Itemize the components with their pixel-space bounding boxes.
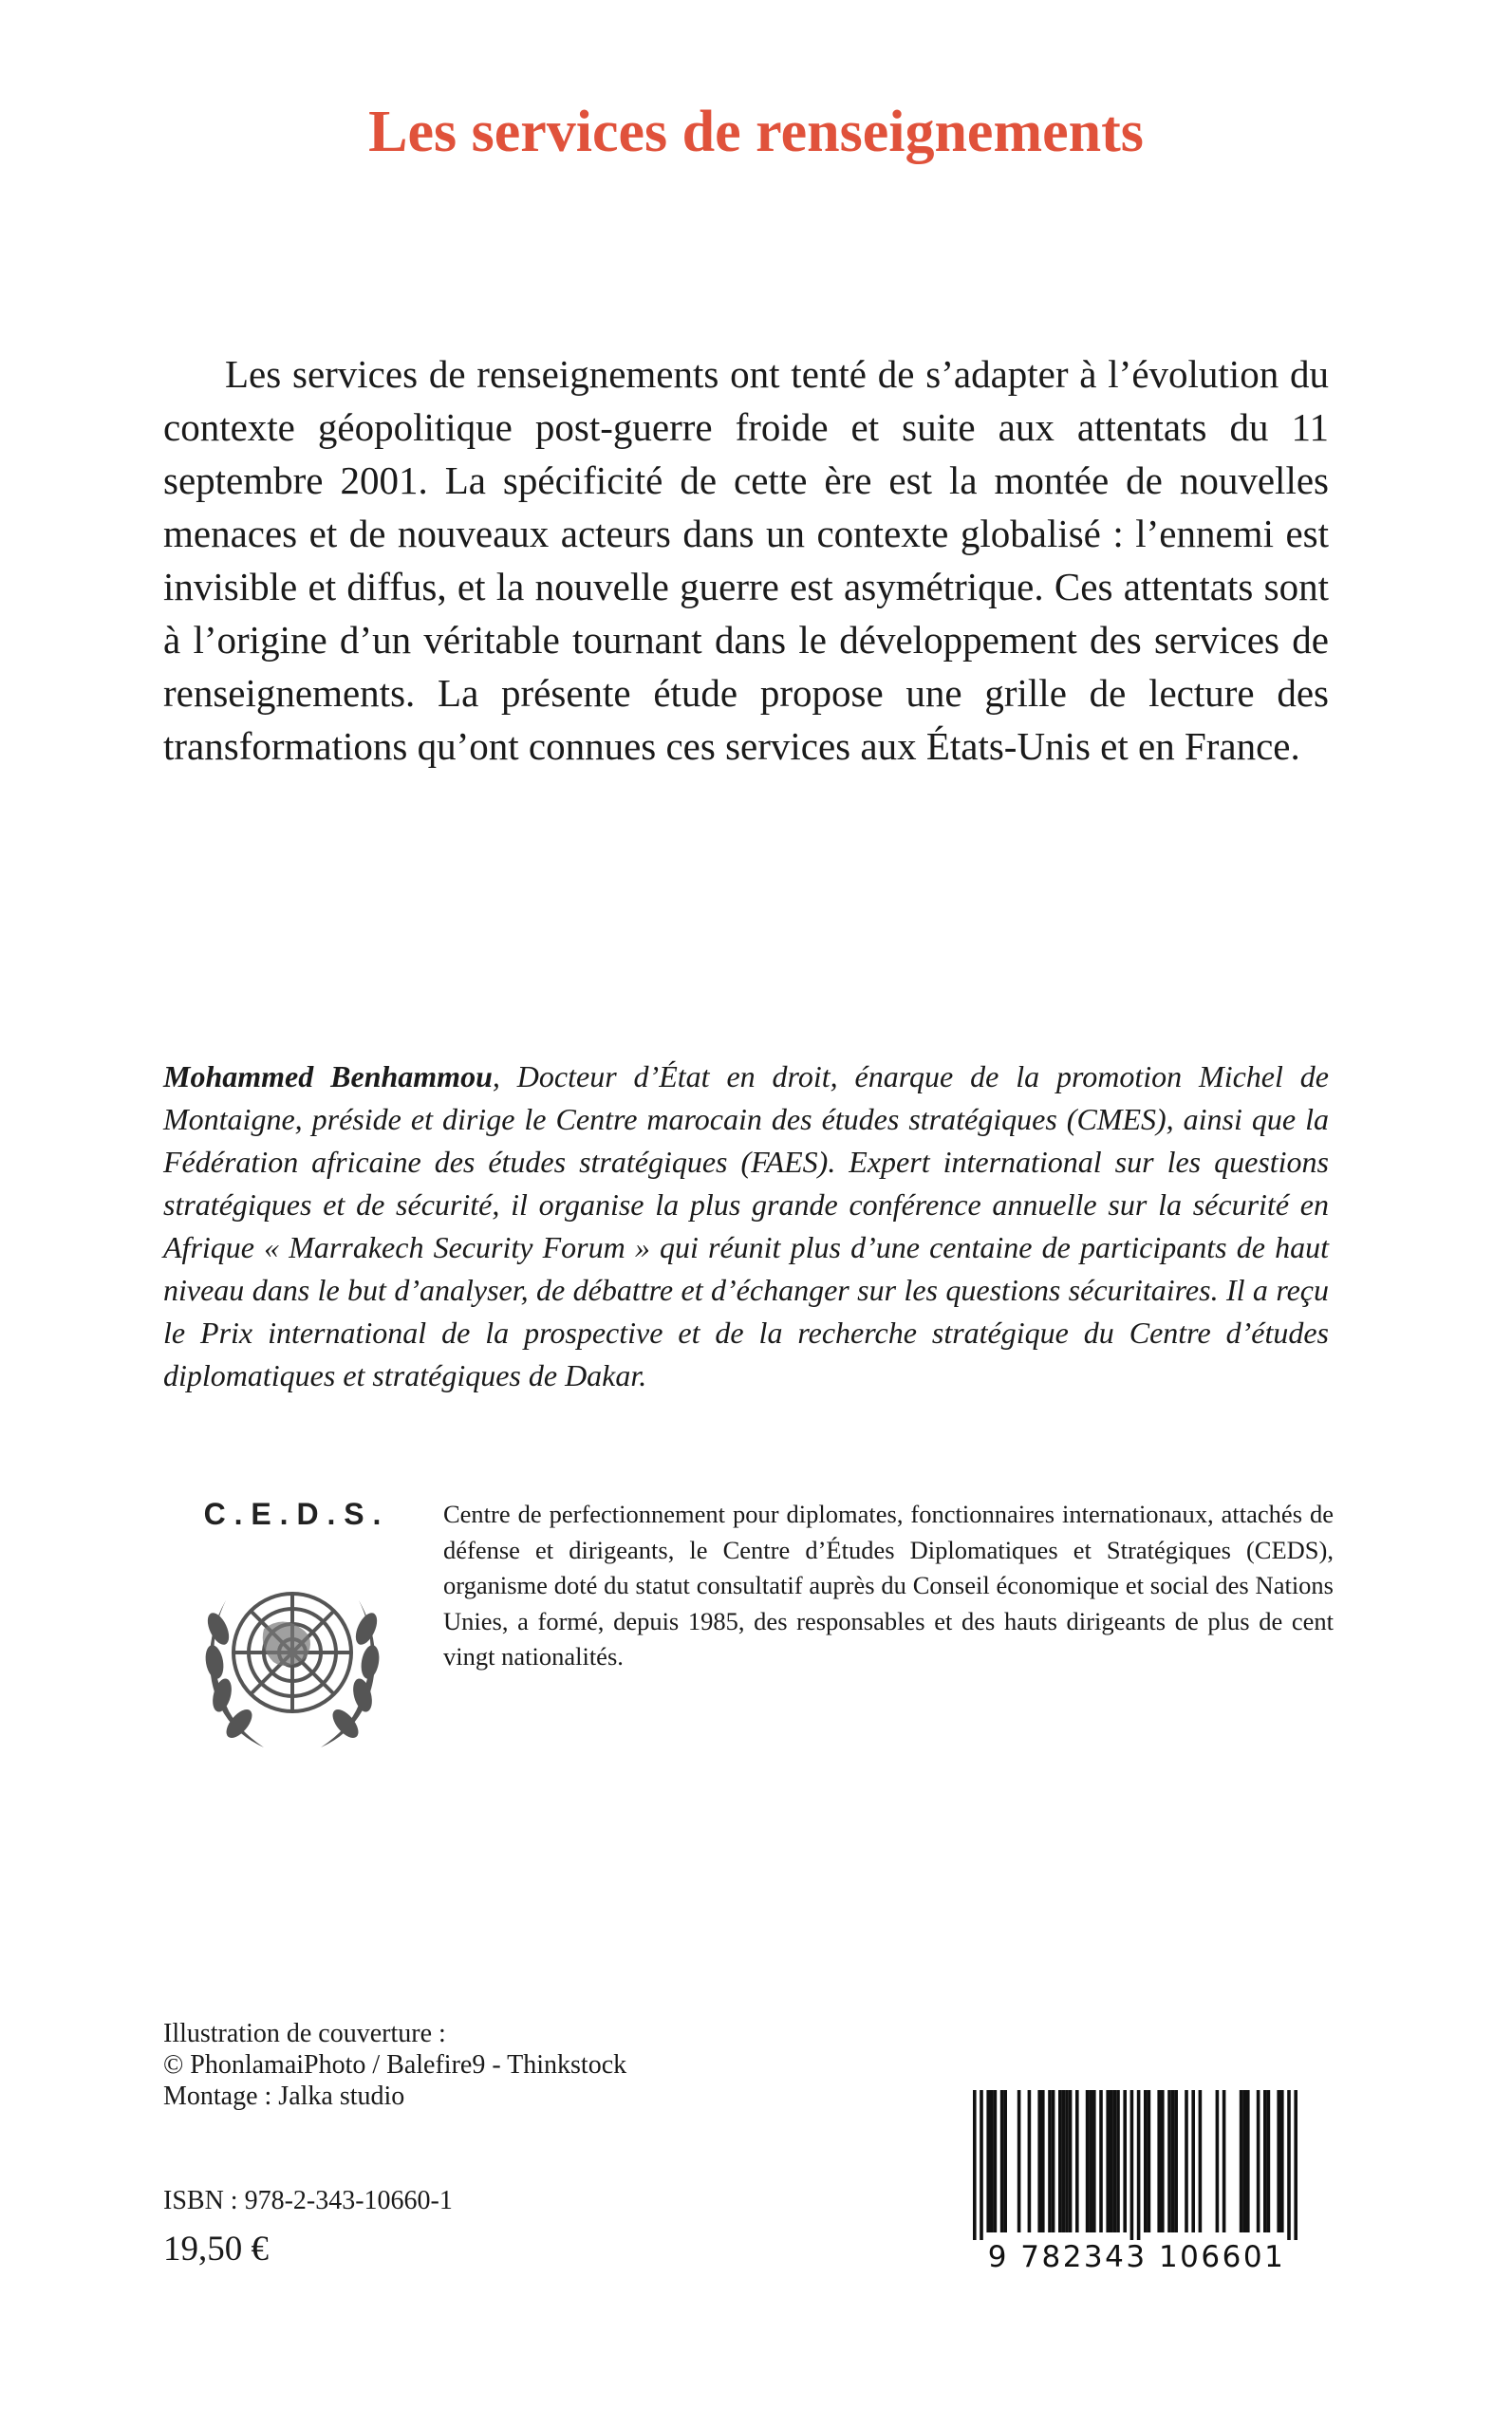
barcode-bar — [1240, 2090, 1243, 2232]
barcode-bar — [1069, 2090, 1073, 2232]
credits-line-montage: Montage : Jalka studio — [163, 2082, 405, 2111]
cover-credits — [163, 2018, 626, 2112]
barcode-bar — [1086, 2090, 1090, 2232]
ceds-logo-label: C . E . D . S . — [203, 1497, 382, 1531]
barcode-bar — [1144, 2090, 1148, 2232]
barcode-bar — [1223, 2090, 1226, 2232]
barcode-bars — [944, 2090, 1329, 2242]
barcode-bar — [1287, 2090, 1291, 2242]
barcode-bar — [1116, 2090, 1120, 2232]
credits-line-photo: © PhonlamaiPhoto / Balefire9 - Thinkstock — [163, 2050, 627, 2080]
barcode-bar — [1113, 2090, 1117, 2232]
barcode-bar — [1137, 2090, 1141, 2242]
barcode-bar — [1037, 2090, 1041, 2232]
barcode-bar — [1277, 2090, 1280, 2232]
barcode-bar — [1167, 2090, 1171, 2232]
barcode-bar — [1017, 2090, 1021, 2232]
author-bio-text: , Docteur d’État en droit, énarque de la promotion Michel de Montaigne, préside et dirige le Centre marocain des études stratégiques (CMES), ainsi que la Fédération africaine des études stratégiques (FAES). Expert international sur les questions stratégiques et de sécurité, il organise la plus grande conférence annuelle sur la sécurité en Afrique « Marrakech Security Forum » qui réunit plus d’une centaine de participants de haut niveau dans le but d’analyser, de débattre et d’échanger sur les questions sécuritaires. Il a reçu le Prix international de la prospective et de la recherche stratégique du Centre d’études diplomatiques et stratégiques de Dakar. — [163, 1059, 1330, 1392]
barcode-bar — [1089, 2090, 1092, 2232]
barcode-bar — [1003, 2090, 1007, 2232]
isbn: ISBN : 978-2-343-10660-1 — [163, 2186, 453, 2215]
ceds-logo — [159, 1496, 425, 1771]
barcode-digits: 9 782343 106601 — [944, 2240, 1329, 2274]
barcode-bar — [1065, 2090, 1069, 2232]
summary-paragraph: Les services de renseignements ont tenté de s’adapter à l’évolution du contexte géopolitique post-guerre froide et suite aux attentats du 11 septembre 2001. La spécificité de cette ère est la montée de nouvelles menaces et de nouveaux acteurs dans un contexte globalisé : l’ennemi est invisible et diffus, et la nouvelle guerre est asymétrique. Ces attentats sont à l’origine d’un véritable tournant dans le développement des services de renseignements. La présente étude propose une grille de lecture des transformations qu’ont connues ces services aux États-Unis et en France. — [163, 352, 1329, 768]
barcode-bar — [994, 2090, 998, 2232]
barcode-bar — [1191, 2090, 1195, 2232]
barcode-bar — [1157, 2090, 1161, 2232]
barcode-bar — [990, 2090, 994, 2232]
barcode-bar — [1099, 2090, 1103, 2232]
barcode-bar — [1062, 2090, 1066, 2232]
barcode-bar — [1216, 2090, 1220, 2232]
barcode-bar — [1294, 2090, 1297, 2242]
barcode-bar — [1000, 2090, 1004, 2232]
barcode-bar — [1110, 2090, 1113, 2232]
barcode-bar — [1267, 2090, 1271, 2232]
barcode-bar — [1041, 2090, 1045, 2232]
barcode-bar — [1058, 2090, 1062, 2232]
barcode-bar — [1048, 2090, 1052, 2232]
price: 19,50 € — [163, 2230, 269, 2269]
barcode-bar — [1092, 2090, 1096, 2232]
barcode-bar — [986, 2090, 990, 2232]
barcode-bar — [1280, 2090, 1284, 2232]
credits-line-illustration: Illustration de couverture : — [163, 2019, 446, 2048]
ceds-description: Centre de perfectionnement pour diplomates, fonctionnaires internationaux, attachés de défense et dirigeants, le Centre d’Études Diplomatiques et Stratégiques (CEDS), organisme doté du statut consultatif auprès du Conseil économique et social des Nations Unies, a formé, depuis 1985, des responsables et des hauts dirigeants de plus de cent vingt nationalités. — [443, 1500, 1334, 1671]
barcode-bar — [1171, 2090, 1175, 2232]
barcode-bar — [1246, 2090, 1250, 2232]
author-name: Mohammed Benhammou — [163, 1059, 493, 1093]
barcode-bar — [1242, 2090, 1246, 2232]
barcode-bar — [1028, 2090, 1032, 2232]
barcode-bar — [1199, 2090, 1203, 2232]
un-emblem-icon — [159, 1496, 425, 1771]
barcode-bar — [980, 2090, 983, 2242]
book-title: Les services de renseignements — [368, 100, 1144, 164]
barcode-bar — [1075, 2090, 1079, 2232]
barcode-bar — [1052, 2090, 1055, 2232]
barcode-bar — [1257, 2090, 1260, 2232]
barcode-bar — [1263, 2090, 1267, 2232]
barcode-bar — [973, 2090, 977, 2242]
barcode-bar — [1130, 2090, 1134, 2242]
barcode-bar — [1106, 2090, 1110, 2232]
author-bio — [163, 1055, 1329, 1397]
barcode-bar — [1174, 2090, 1178, 2232]
barcode-bar — [1161, 2090, 1165, 2232]
barcode-bar — [1123, 2090, 1127, 2232]
barcode-bar — [1185, 2090, 1188, 2232]
barcode-bar — [1148, 2090, 1151, 2232]
